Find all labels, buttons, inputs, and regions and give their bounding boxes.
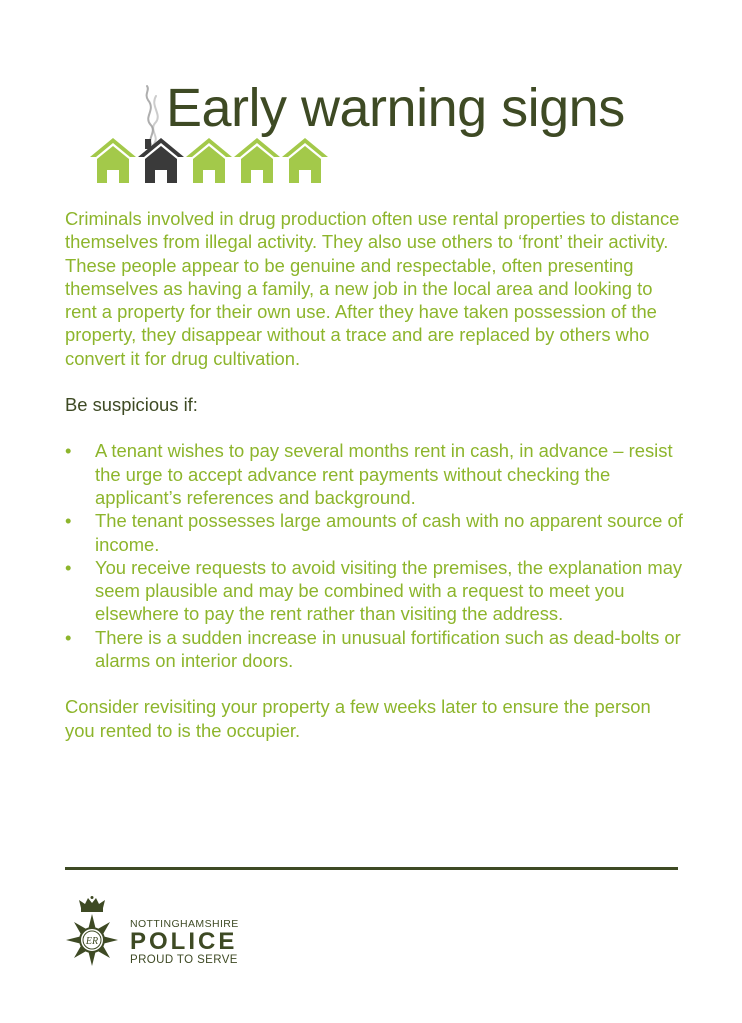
motto: PROUD TO SERVE — [130, 954, 238, 966]
closing-paragraph: Consider revisiting your property a few weeks later to ensure the person you rented to is the occupier. — [65, 696, 651, 741]
house-icon — [282, 138, 328, 183]
smoke-icon — [147, 86, 158, 146]
police-badge-icon — [62, 896, 122, 976]
house-icon — [186, 138, 232, 183]
main-content — [65, 207, 685, 742]
badge-monogram: ER — [85, 936, 99, 947]
police-label: POLICE — [130, 928, 238, 955]
police-logo — [62, 896, 262, 976]
intro-paragraph: Criminals involved in drug production often use rental properties to distance themselves from illegal activity. They also use others to ‘front’ their activity. These people appear to be genuine and respectable, often presenting themselves as having a family, a new job in the local area and looking to rent a property for their own use. After they have taken possession of the property, they disappear without a trace and are replaced by others who convert it for drug cultivation. — [65, 208, 680, 369]
logo-text — [130, 918, 239, 967]
divider — [65, 867, 678, 870]
house-icon — [90, 138, 136, 183]
suspicious-heading: Be suspicious if: — [65, 394, 198, 416]
list-item: • A tenant wishes to pay several months rent in cash, in advance – resist the urge to accept advance rent payments without checking the applicant’s references and background. — [65, 439, 685, 509]
list-item: • There is a sudden increase in unusual fortification such as dead-bolts or alarms on interior doors. — [65, 626, 685, 673]
force-name: NOTTINGHAMSHIRE — [130, 918, 239, 930]
house-icon-dark — [138, 138, 184, 183]
house-icon — [234, 138, 280, 183]
page-title: Early warning signs — [166, 78, 625, 138]
warning-list — [65, 439, 685, 672]
list-item: • The tenant possesses large amounts of cash with no apparent source of income. — [65, 509, 685, 556]
list-item: • You receive requests to avoid visiting the premises, the explanation may seem plausible and may be combined with a request to meet you elsewhere to pay the rent rather than visiting the address. — [65, 556, 685, 626]
header — [0, 0, 742, 200]
